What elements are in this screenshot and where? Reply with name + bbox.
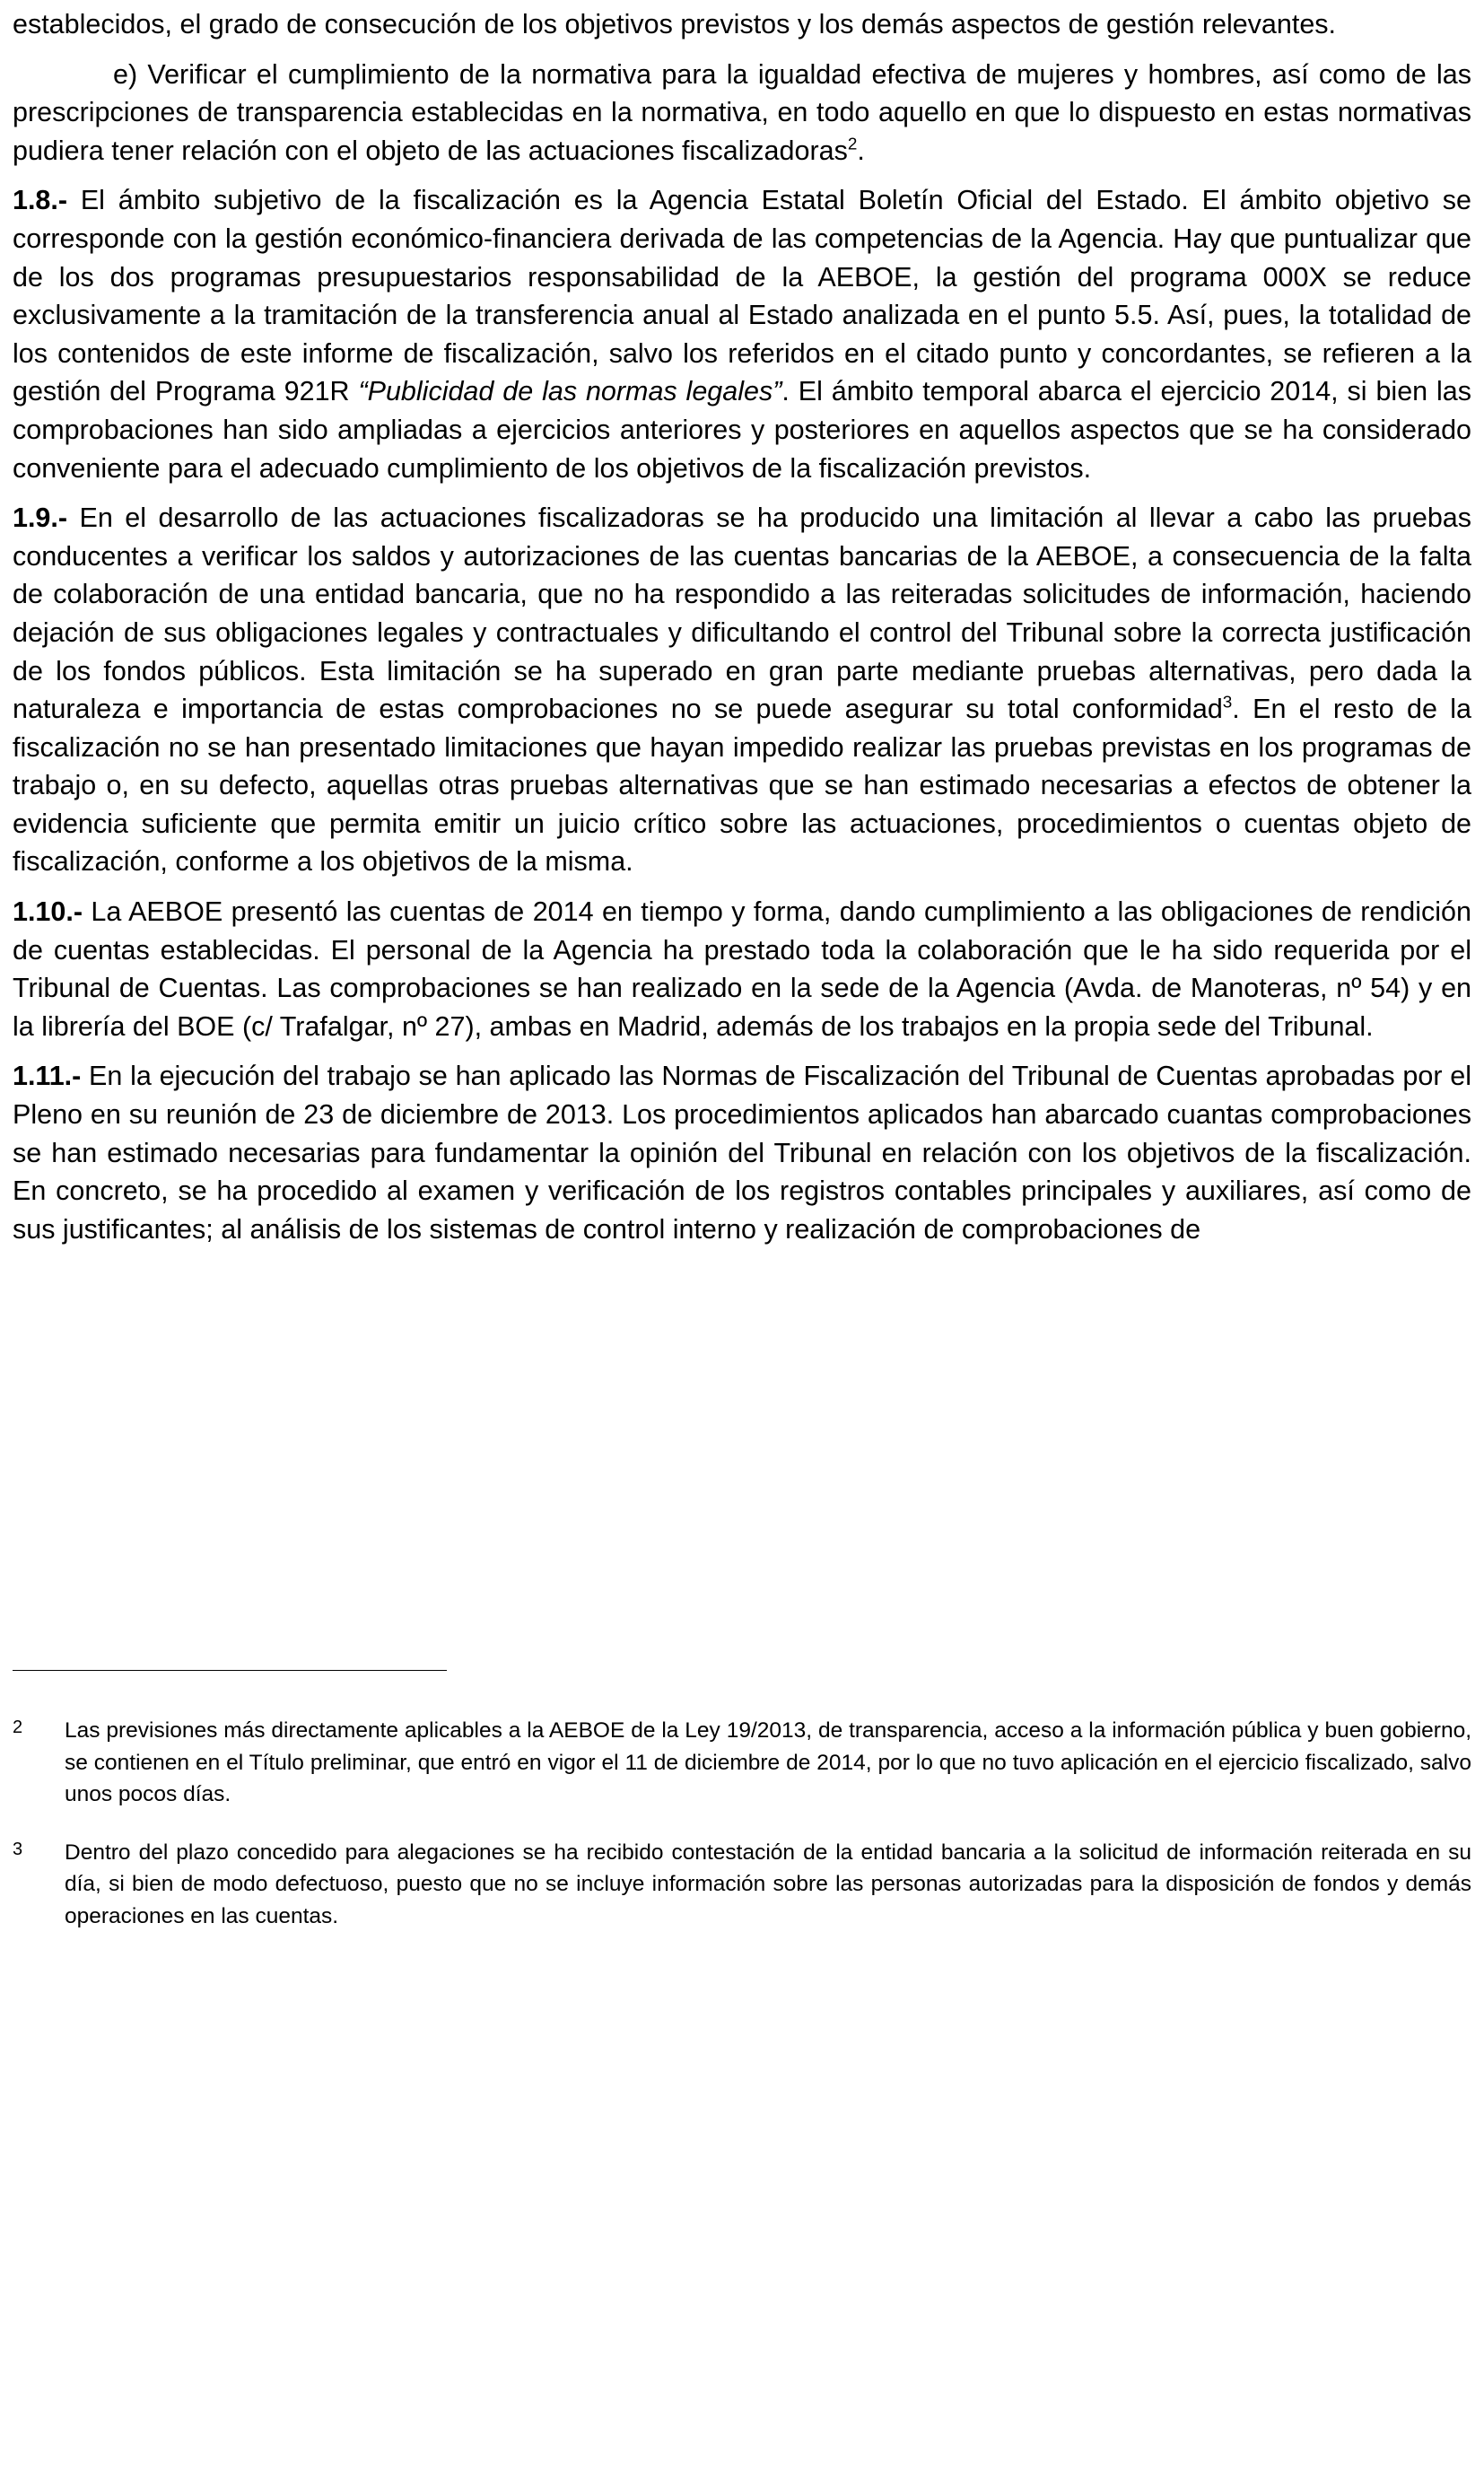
- paragraph-text-cont: . En el resto de la fiscalización no se han presentado limitaciones que hayan impedido realizar las pruebas previstas en los programas de trabajo o, en su defecto, aquellas otras pruebas alternativas que se han estimado necesarias a efectos de obtener la evidencia suficiente que permita emitir un juicio crítico sobre las actuaciones, procedimientos o cuentas objeto de fiscalización, conforme a los objetivos de la misma.: [13, 694, 1471, 878]
- footnote-ref-3[interactable]: 3: [1222, 693, 1233, 712]
- footnote-text: Dentro del plazo concedido para alegaciones se ha recibido contestación de la entidad bancaria a la solicitud de información reiterada en su día, si bien de modo defectuoso, puesto que no se incluye información sobre las personas autorizadas para la disposición de fondos y demás operaciones en las cuentas.: [65, 1840, 1471, 1928]
- paragraph-1-10: [13, 893, 1471, 1045]
- paragraph-text: La AEBOE presentó las cuentas de 2014 en tiempo y forma, dando cumplimiento a las obligaciones de rendición de cuentas establecidas. El personal de la Agencia ha prestado toda la colaboración que le ha sido requerida por el Tribunal de Cuentas. Las comprobaciones se han realizado en la sede de la Agencia (Avda. de Manoteras, nº 54) y en la librería del BOE (c/ Trafalgar, nº 27), ambas en Madrid, además de los trabajos en la propia sede del Tribunal.: [13, 896, 1471, 1042]
- footnotes: [13, 1715, 1471, 1932]
- paragraph-1-11: [13, 1057, 1471, 1248]
- section-number: 1.11.-: [13, 1061, 82, 1092]
- paragraph-end: .: [857, 135, 865, 166]
- section-number: 1.8.-: [13, 185, 68, 216]
- footnote-3: [13, 1837, 1471, 1933]
- footnote-number: 2: [13, 1717, 23, 1737]
- document-page: [13, 0, 1471, 1928]
- section-number: 1.10.-: [13, 896, 83, 928]
- paragraph-text: En la ejecución del trabajo se han aplicado las Normas de Fiscalización del Tribunal de Cuentas aprobadas por el Pleno en su reunión de 23 de diciembre de 2013. Los procedimientos aplicados han abarcado cuantas comprobaciones se han estimado necesarias para fundamentar la opinión del Tribunal en relación con los objetivos de la fiscalización. En concreto, se ha procedido al examen y verificación de los registros contables principales y auxiliares, así como de sus justificantes; al análisis de los sistemas de control interno y realización de comprobaciones de: [13, 1061, 1471, 1245]
- footnote-separator: [13, 1670, 447, 1671]
- paragraph-objective-e: [13, 56, 1471, 170]
- paragraph-text: e) Verificar el cumplimiento de la normativa para la igualdad efectiva de mujeres y hombres, así como de las prescripciones de transparencia establecidas en la normativa, en todo aquello en que lo dispuesto en estas normativas pudiera tener relación con el objeto de las actuaciones fiscalizadoras: [13, 58, 1471, 166]
- paragraph-text: En el desarrollo de las actuaciones fiscalizadoras se ha producido una limitación al llevar a cabo las pruebas conducentes a verificar los saldos y autorizaciones de las cuentas bancarias de la AEBOE, a consecuencia de la falta de colaboración de una entidad bancaria, que no ha respondido a las reiteradas solicitudes de información, haciendo dejación de sus obligaciones legales y contractuales y dificultando el control del Tribunal sobre la correcta justificación de los fondos públicos. Esta limitación se ha superado en gran parte mediante pruebas alternativas, pero dada la naturaleza e importancia de estas comprobaciones no se puede asegurar su total conformidad: [13, 503, 1471, 725]
- footnote-text: Las previsiones más directamente aplicables a la AEBOE de la Ley 19/2013, de transparencia, acceso a la información pública y buen gobierno, se contienen en el Título preliminar, que entró en vigor el 11 de diciembre de 2014, por lo que no tuvo aplicación en el ejercicio fiscalizado, salvo unos pocos días.: [65, 1718, 1471, 1806]
- paragraph-text: El ámbito subjetivo de la fiscalización es la Agencia Estatal Boletín Oficial del Estado. El ámbito objetivo se corresponde con la gestión económico-financiera derivada de las competencias de la Agencia. Hay que puntualizar que de los dos programas presupuestarios responsabilidad de la AEBOE, la gestión del programa 000X se reduce exclusivamente a la tramitación de la transferencia anual al Estado analizada en el punto 5.5. Así, pues, la totalidad de los contenidos de este informe de fiscalización, salvo los referidos en el citado punto y concordantes, se refieren a la gestión del Programa 921R: [13, 185, 1471, 407]
- paragraph-text-cont: . El ámbito temporal abarca el ejercicio 2014, si bien las comprobaciones han sido ampliadas a ejercicios anteriores y posteriores en aquellos aspectos que se ha considerado conveniente para el adecuado cumplimiento de los objetivos de la fiscalización previstos.: [13, 376, 1471, 484]
- paragraph-1-9: [13, 499, 1471, 881]
- footnote-ref-2[interactable]: 2: [847, 135, 858, 154]
- body-text: [13, 5, 1471, 1248]
- paragraph-1-8: [13, 181, 1471, 487]
- paragraph-continuation: establecidos, el grado de consecución de los objetivos previstos y los demás aspectos de gestión relevantes.: [13, 9, 1337, 39]
- program-title: “Publicidad de las normas legales”: [358, 376, 782, 407]
- footnote-2: [13, 1715, 1471, 1811]
- footnote-number: 3: [13, 1839, 23, 1859]
- section-number: 1.9.-: [13, 503, 68, 534]
